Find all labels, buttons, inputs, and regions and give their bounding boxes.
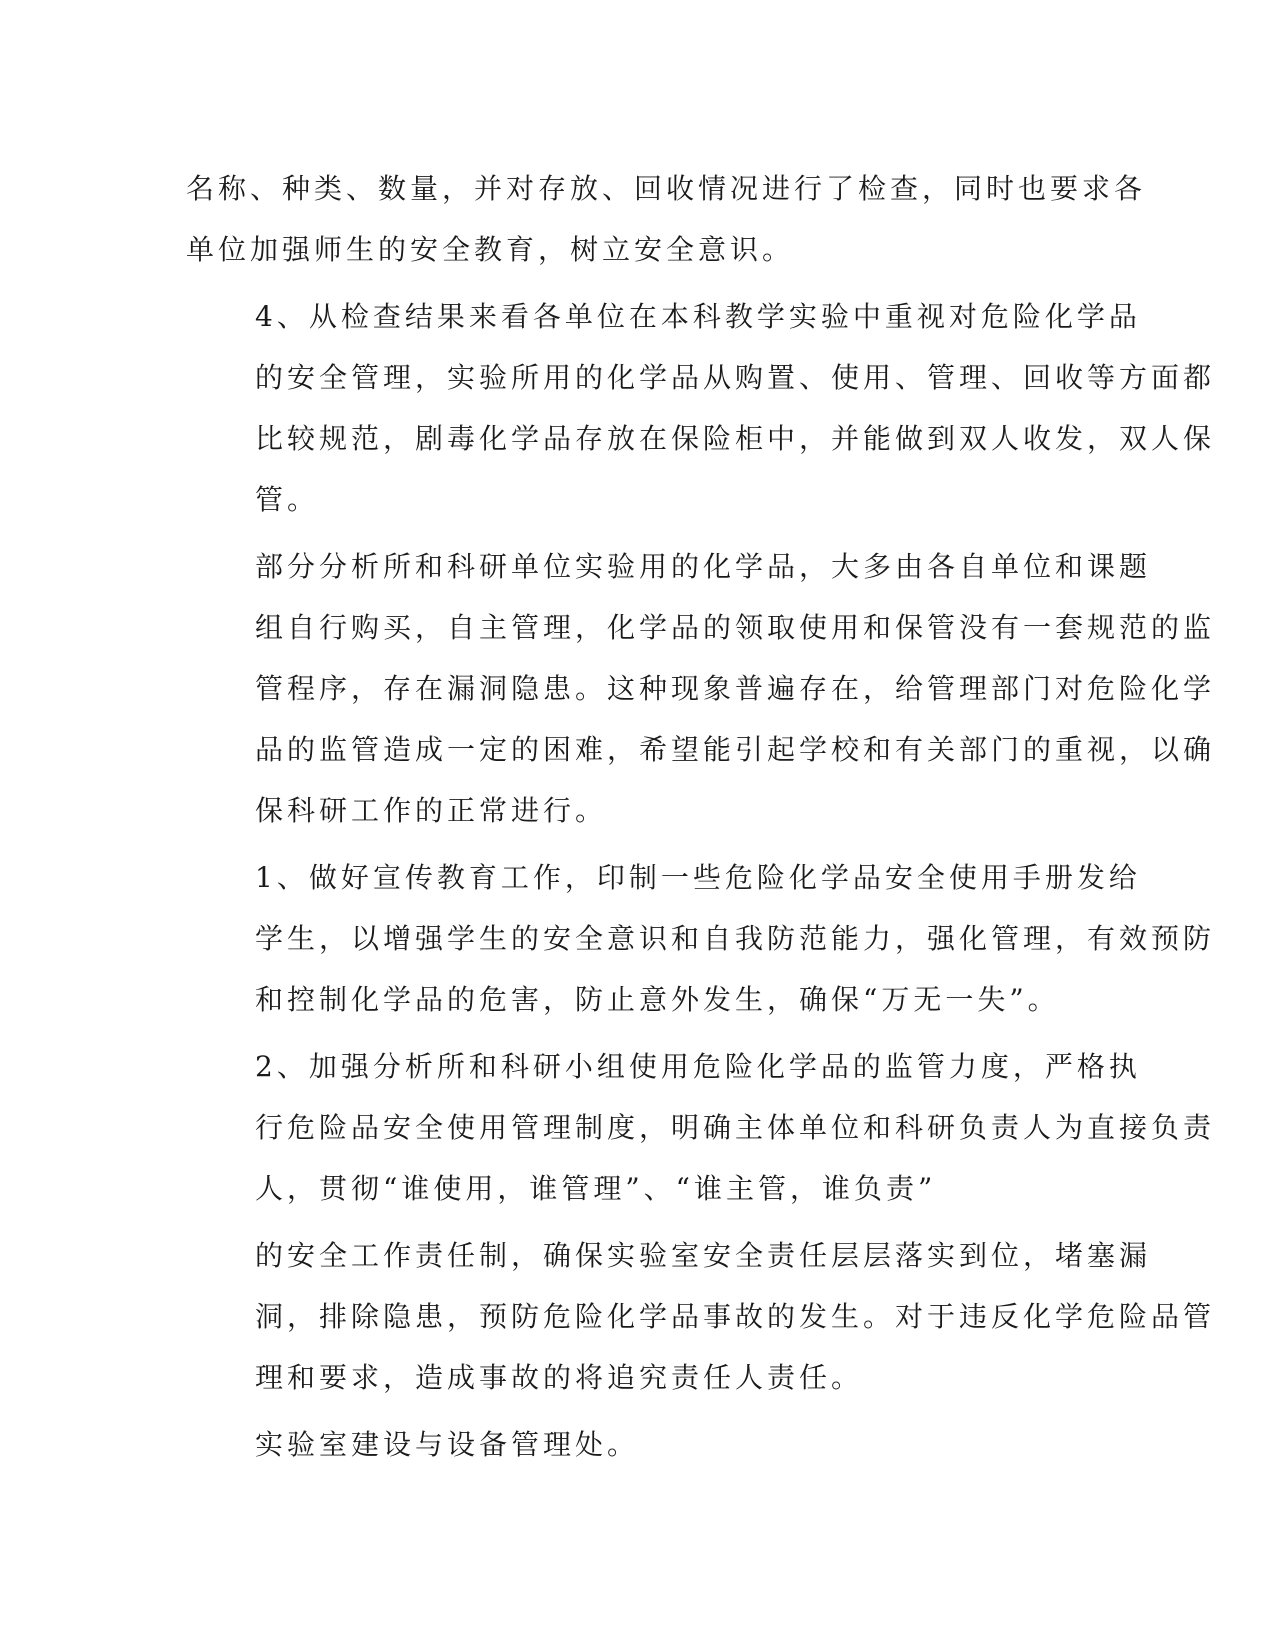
paragraph (186, 847, 1216, 1030)
document-body (186, 158, 1216, 1481)
text-line: 实验室建设与设备管理处。 (255, 1428, 640, 1461)
text-line: 1、做好宣传教育工作，印制一些危险化学品安全使用手册发给 (255, 861, 1141, 894)
text-line: 人，贯彻“谁使用，谁管理”、“谁主管，谁负责” (255, 1172, 937, 1205)
text-line: 单位加强师生的安全教育，树立安全意识。 (186, 233, 795, 266)
text-line: 和控制化学品的危害，防止意外发生，确保“万无一失”。 (255, 983, 1060, 1016)
text-line: 学生，以增强学生的安全意识和自我防范能力，强化管理，有效预防 (255, 922, 1216, 955)
text-line: 行危险品安全使用管理制度，明确主体单位和科研负责人为直接负责 (255, 1111, 1216, 1144)
text-line: 保科研工作的正常进行。 (255, 794, 608, 827)
text-line: 部分分析所和科研单位实验用的化学品，大多由各自单位和课题 (255, 550, 1152, 583)
text-line: 管。 (255, 483, 320, 516)
text-line: 管程序，存在漏洞隐患。这种现象普遍存在，给管理部门对危险化学 (255, 672, 1216, 705)
text-line: 理和要求，造成事故的将追究责任人责任。 (255, 1361, 864, 1394)
text-line: 4、从检查结果来看各单位在本科教学实验中重视对危险化学品 (255, 300, 1141, 333)
paragraph (186, 1225, 1216, 1408)
text-line: 组自行购买，自主管理，化学品的领取使用和保管没有一套规范的监 (255, 611, 1216, 644)
text-line: 洞，排除隐患，预防危险化学品事故的发生。对于违反化学危险品管 (255, 1300, 1216, 1333)
paragraph (186, 1414, 1086, 1475)
text-line: 的安全工作责任制，确保实验室安全责任层层落实到位，堵塞漏 (255, 1239, 1152, 1272)
text-line: 2、加强分析所和科研小组使用危险化学品的监管力度，严格执 (255, 1050, 1141, 1083)
text-line: 比较规范，剧毒化学品存放在保险柜中，并能做到双人收发，双人保 (255, 422, 1216, 455)
paragraph (186, 286, 1216, 530)
paragraph (186, 1036, 1216, 1219)
text-line: 品的监管造成一定的困难，希望能引起学校和有关部门的重视，以确 (255, 733, 1216, 766)
paragraph (186, 158, 1147, 280)
paragraph (186, 536, 1216, 841)
text-line: 的安全管理，实验所用的化学品从购置、使用、管理、回收等方面都 (255, 361, 1216, 394)
text-line: 名称、种类、数量，并对存放、回收情况进行了检查，同时也要求各 (186, 172, 1147, 205)
